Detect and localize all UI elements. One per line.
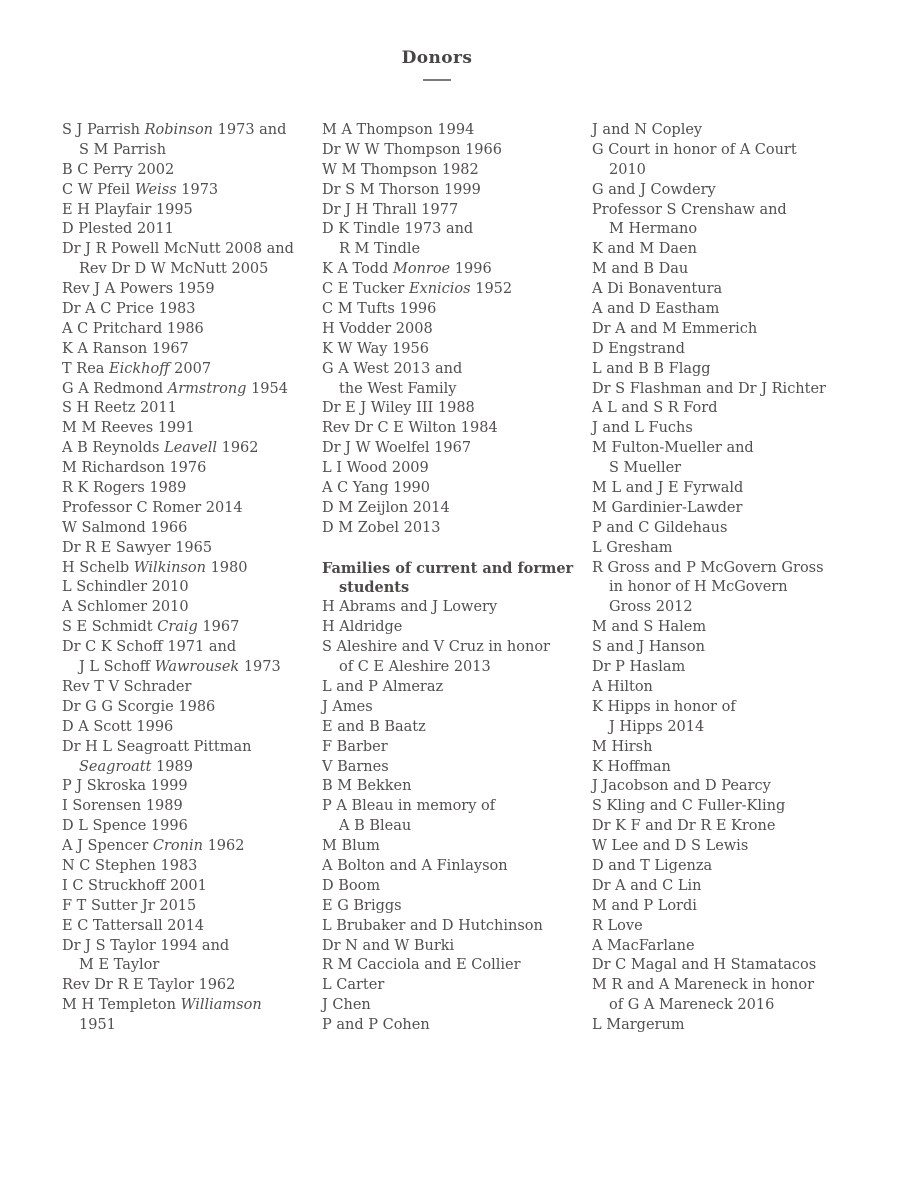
donor-line: A Schlomer 2010 — [62, 599, 189, 616]
donor-line: D Engstrand — [592, 340, 685, 357]
donor-line: J and L Fuchs — [592, 420, 693, 437]
donor-line: J Jacobson and D Pearcy — [592, 778, 771, 795]
donor-line: Dr S Flashman and Dr J Richter — [592, 380, 826, 397]
donor-line: H Schelb Wilkinson 1980 — [62, 559, 248, 576]
donor-line: A C Pritchard 1986 — [62, 320, 204, 337]
donor-column-1 — [62, 121, 322, 1036]
donor-line: M and S Halem — [592, 619, 707, 636]
donor-line: G Court in honor of A Court — [592, 141, 797, 158]
donor-line: Dr R E Sawyer 1965 — [62, 539, 213, 556]
donor-line: S and J Hanson — [592, 639, 705, 656]
donor-line: L and P Almeraz — [322, 678, 444, 695]
donor-line: D A Scott 1996 — [62, 718, 174, 735]
donor-line: S Aleshire and V Cruz in honor — [322, 639, 550, 656]
donor-line: D Boom — [322, 877, 381, 894]
donor-line: Dr S M Thorson 1999 — [322, 181, 481, 198]
donor-line: P J Skroska 1999 — [62, 778, 188, 795]
donor-line: R M Tindle — [339, 241, 421, 258]
donor-line: 1951 — [79, 1017, 116, 1034]
donor-line: S Mueller — [609, 460, 682, 477]
donor-line: I Sorensen 1989 — [62, 798, 183, 815]
donor-line: D K Tindle 1973 and — [322, 221, 474, 238]
donor-line: J Hipps 2014 — [609, 718, 705, 735]
donor-line: A J Spencer Cronin 1962 — [62, 838, 245, 855]
donor-line: L Brubaker and D Hutchinson — [322, 917, 543, 934]
donor-line: D L Spence 1996 — [62, 818, 188, 835]
donor-line: F T Sutter Jr 2015 — [62, 897, 197, 914]
donor-line: Professor S Crenshaw and — [592, 201, 787, 218]
donor-line: of G A Mareneck 2016 — [609, 997, 775, 1014]
donor-line: R Love — [592, 917, 643, 934]
donor-line: Rev Dr D W McNutt 2005 — [79, 261, 269, 278]
donor-line: Dr H L Seagroatt Pittman — [62, 738, 252, 755]
donor-line: M Gardinier-Lawder — [592, 499, 743, 516]
donor-line: S Kling and C Fuller-Kling — [592, 798, 786, 815]
donor-line: K W Way 1956 — [322, 340, 429, 357]
donor-line: Dr K F and Dr R E Krone — [592, 818, 776, 835]
donor-line: E H Playfair 1995 — [62, 201, 193, 218]
donor-line: B M Bekken — [322, 778, 412, 795]
donor-line: J and N Copley — [592, 122, 703, 138]
donor-line: Dr N and W Burki — [322, 937, 455, 954]
donor-line: D M Zobel 2013 — [322, 519, 441, 536]
donor-line: W Salmond 1966 — [62, 519, 188, 536]
donor-line: Dr A C Price 1983 — [62, 301, 196, 318]
donor-column-2 — [322, 121, 592, 1036]
donor-line: F Barber — [322, 738, 388, 755]
donor-line: M H Templeton Williamson — [62, 997, 262, 1014]
donor-line: 2010 — [609, 161, 646, 178]
donor-line: D and T Ligenza — [592, 857, 713, 874]
donor-line: M A Thompson 1994 — [322, 122, 475, 138]
donor-line: M Richardson 1976 — [62, 460, 207, 477]
donor-line: S H Reetz 2011 — [62, 400, 177, 417]
donor-line: R Gross and P McGovern Gross — [592, 559, 824, 576]
donor-line: K and M Daen — [592, 241, 697, 258]
donor-line: H Vodder 2008 — [322, 320, 433, 337]
donor-line: G and J Cowdery — [592, 181, 716, 198]
donor-line: Gross 2012 — [609, 599, 693, 616]
donor-line: H Aldridge — [322, 619, 403, 636]
donor-line: M Hirsh — [592, 738, 653, 755]
donor-columns — [62, 121, 900, 1036]
donor-line: A and D Eastham — [592, 301, 720, 318]
donor-line: E and B Baatz — [322, 718, 426, 735]
donor-line: S J Parrish Robinson 1973 and — [62, 122, 287, 138]
donor-line: C M Tufts 1996 — [322, 301, 437, 318]
page-title: Donors — [401, 48, 473, 68]
donor-line: A Hilton — [592, 678, 653, 695]
donor-line: A Bolton and A Finlayson — [322, 857, 508, 874]
donor-line: A MacFarlane — [592, 937, 695, 954]
donor-line: A Di Bonaventura — [592, 281, 723, 298]
donor-line: R M Cacciola and E Collier — [322, 957, 521, 974]
donor-line: W Lee and D S Lewis — [592, 838, 749, 855]
donor-line: M and B Dau — [592, 261, 689, 278]
donor-line: W M Thompson 1982 — [322, 161, 479, 178]
donor-line: Dr J R Powell McNutt 2008 and — [62, 241, 294, 258]
donor-line: Dr J H Thrall 1977 — [322, 201, 459, 218]
donor-line: Rev T V Schrader — [62, 678, 192, 695]
donor-line: T Rea Eickhoff 2007 — [62, 360, 212, 377]
donor-line: M Hermano — [609, 221, 698, 238]
donor-line: N C Stephen 1983 — [62, 857, 198, 874]
donor-line: G A Redmond Armstrong 1954 — [62, 380, 288, 397]
donor-line: S M Parrish — [79, 141, 167, 158]
donor-line: P and P Cohen — [322, 1017, 430, 1034]
donor-line: Rev Dr C E Wilton 1984 — [322, 420, 498, 437]
donor-line: M L and J E Fyrwald — [592, 480, 744, 497]
donor-line: K Hipps in honor of — [592, 698, 736, 715]
donor-line: Dr P Haslam — [592, 659, 686, 676]
donor-line: Dr A and C Lin — [592, 877, 702, 894]
donor-line: I C Struckhoff 2001 — [62, 877, 207, 894]
donor-line: P A Bleau in memory of — [322, 798, 496, 815]
donor-line: Dr E J Wiley III 1988 — [322, 400, 475, 417]
donor-line: E G Briggs — [322, 897, 402, 914]
donor-line: Dr A and M Emmerich — [592, 320, 758, 337]
donor-line: S E Schmidt Craig 1967 — [62, 619, 240, 636]
donor-line: L and B B Flagg — [592, 360, 711, 377]
page-header — [62, 48, 812, 81]
donor-line: J L Schoff Wawrousek 1973 — [79, 659, 281, 676]
donor-line: Dr J W Woelfel 1967 — [322, 440, 472, 457]
donor-line: P and C Gildehaus — [592, 519, 728, 536]
donor-line: B C Perry 2002 — [62, 161, 175, 178]
donor-line: A B Reynolds Leavell 1962 — [62, 440, 259, 457]
donor-line: M Blum — [322, 838, 380, 855]
donor-line: K A Todd Monroe 1996 — [322, 261, 492, 278]
donor-line: H Abrams and J Lowery — [322, 599, 498, 616]
donor-line: C E Tucker Exnicios 1952 — [322, 281, 513, 298]
section-header-line: Families of current and former — [322, 559, 574, 577]
donor-line: Dr C K Schoff 1971 and — [62, 639, 237, 656]
donor-line: Dr W W Thompson 1966 — [322, 141, 502, 158]
donor-line: Professor C Romer 2014 — [62, 499, 243, 516]
donor-line: D Plested 2011 — [62, 221, 174, 238]
donor-line: L Margerum — [592, 1017, 685, 1034]
donor-line: Dr C Magal and H Stamatacos — [592, 957, 817, 974]
donor-line: J Ames — [322, 698, 373, 715]
donor-line: M Fulton-Mueller and — [592, 440, 754, 457]
donor-line: M and P Lordi — [592, 897, 697, 914]
donor-line: J Chen — [322, 997, 371, 1014]
donor-line: C W Pfeil Weiss 1973 — [62, 181, 219, 198]
donor-line: K Hoffman — [592, 758, 671, 775]
donor-line: M E Taylor — [79, 957, 160, 974]
donor-line: G A West 2013 and — [322, 360, 463, 377]
donor-line: M M Reeves 1991 — [62, 420, 195, 437]
section-header-line: students — [339, 579, 410, 597]
donor-line: A B Bleau — [339, 818, 412, 835]
donor-line: D M Zeijlon 2014 — [322, 499, 450, 516]
title-divider — [423, 79, 451, 81]
donor-line: Rev J A Powers 1959 — [62, 281, 215, 298]
donor-line: Dr J S Taylor 1994 and — [62, 937, 230, 954]
donor-line: L Carter — [322, 977, 385, 994]
donor-line: A L and S R Ford — [592, 400, 718, 417]
donor-line: Dr G G Scorgie 1986 — [62, 698, 216, 715]
donor-line: A C Yang 1990 — [322, 480, 431, 497]
donor-line: of C E Aleshire 2013 — [339, 659, 491, 676]
donor-line: E C Tattersall 2014 — [62, 917, 205, 934]
donor-line: L Schindler 2010 — [62, 579, 189, 596]
donor-line: in honor of H McGovern — [609, 579, 788, 596]
donor-line: the West Family — [339, 380, 457, 397]
donor-line: Seagroatt 1989 — [79, 758, 193, 775]
donor-line: M R and A Mareneck in honor — [592, 977, 815, 994]
donor-column-3 — [592, 121, 892, 1036]
donor-line: L I Wood 2009 — [322, 460, 429, 477]
donor-line: L Gresham — [592, 539, 673, 556]
donor-line: V Barnes — [322, 758, 389, 775]
donor-line: Rev Dr R E Taylor 1962 — [62, 977, 236, 994]
donor-line: K A Ranson 1967 — [62, 340, 189, 357]
donor-line: R K Rogers 1989 — [62, 480, 187, 497]
